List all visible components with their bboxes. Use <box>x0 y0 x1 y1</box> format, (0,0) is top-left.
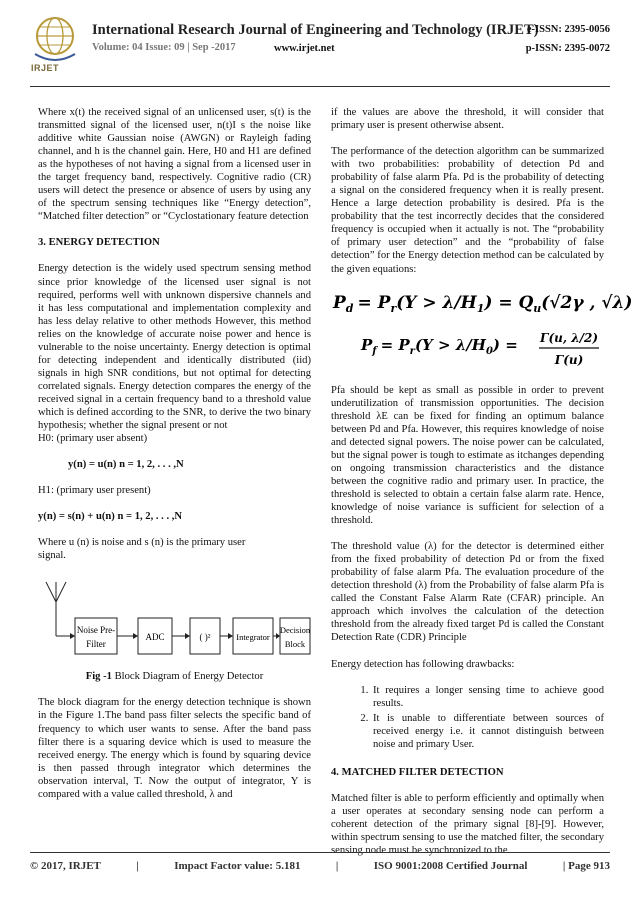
footer-separator: | <box>335 860 339 872</box>
volume-info: Volume: 04 Issue: 09 | Sep -2017 <box>92 42 236 53</box>
block-label: ADC <box>145 632 165 643</box>
section-heading-3: 3. ENERGY DETECTION <box>38 237 160 249</box>
antenna-icon <box>46 582 66 636</box>
right-para-5: Energy detection has following drawbacks: <box>331 658 515 670</box>
page-number-text: Page 913 <box>568 860 610 872</box>
left-para-2: Energy detection is the widely used spectrum sensing method since prior knowledge of the licensed user signal is not required, performs well with unknown dispersive channels and it has less computational and implementation complexity and has less delay relative to other methods However, this method relies on the knowledge of accurate noise power and hence is vulnerable to the noise uncertainty. Energy detection is optimal for detecting independent and identically distributed (iid) signals in high SNR conditions, but not optimal for detecting correlated signals. Energy detection compares the energy of the received signal in a certain frequency band to a threshold value which is defined according to the SNR, to derive the two binary hypothesis; whether the signal present or not <box>38 263 311 432</box>
equation-2: y(n) = s(n) + u(n) n = 1, 2, . . . ,N <box>38 511 183 523</box>
pd-equation: $P_d = P_r(Y > \lambda/H_1) = Q_u(√2\gamma$ , √λ) <box>333 292 633 315</box>
right-para-4: The threshold value (λ) for the detector is determined either from the fixed probability of detection Pd or from the fixed probability of false alarm Pfa. The evaluation procedure of the detection threshold (λ) from the Probability of false alarm Pfa is called the Constant False Alarm Rate (CFAR) principle. An approach which involves the calculation of the detection threshold from the already fixed target Pd is called the Constant Detection Rate (CDR) Principle <box>331 541 604 644</box>
impact-factor: Impact Factor value: 5.181 <box>174 860 301 872</box>
page-number <box>563 860 610 872</box>
block-label: Decision <box>279 625 311 636</box>
drawbacks-list <box>331 684 604 751</box>
figure-caption-text: Block Diagram of Energy Detector <box>114 671 264 683</box>
block-label: Integrator <box>236 632 270 643</box>
right-para-3: Pfa should be kept as small as possible in order to prevent underutilization of transmission opportunities. The decision threshold λE can be fixed for finding an optimum balance between Pd and Pfa. However, this requires knowledge of noise and detected signal powers. The noise power can be calculated, but the signal power is tough to estimate as itchanges depending on ongoing transmission characteristics and the distance between the cognitive radio and primary user. In practice, the threshold is selected to obtain a certain false alarm rate. Hence, knowledge of noise variance is sufficient for selection of a threshold. <box>331 384 604 527</box>
right-column <box>331 106 633 857</box>
page-footer <box>30 860 610 872</box>
block-label: Noise Pre- <box>76 625 116 636</box>
footer-rule <box>30 852 610 853</box>
section-heading-4: 4. MATCHED FILTER DETECTION <box>331 766 504 778</box>
pf-equation: $P_f = P_r(Y > \lambda/H_0)$ = <box>361 335 518 357</box>
pissn: p-ISSN: 2395-0072 <box>525 43 610 54</box>
list-item: 2. It is unable to differentiate between sources of received energy i.e. it cannot distinguish between noise and primary User. <box>371 712 604 751</box>
header-rule <box>30 86 610 87</box>
equation-1: y(n) = u(n) n = 1, 2, . . . ,N <box>68 459 184 471</box>
left-para-1: Where x(t) the received signal of an unlicensed user, s(t) is the transmitted signal of the licensed user, n(t)I s the noise like additive white Gaussian noise (AWGN) or Rayleigh fading channel, and h is the channel gain. Here, H0 and H1 are defined as the hypotheses of not having a signal from a licensed user in the target frequency band, respectively. Cognitive radio (CR) users will detect the presence or absence of users by using any of the spectrum sensing techniques like “Energy detection”, “Matched filter detection” or “Cyclostationary feature detection <box>38 107 311 223</box>
right-para-1: if the values are above the threshold, it will consider that primary user is present otherwise absent. <box>331 107 604 132</box>
eissn: e-ISSN: 2395-0056 <box>526 24 610 35</box>
block-label: ( )² <box>199 632 211 643</box>
right-para-2: The performance of the detection algorithm can be summarized with two probabilities: probability of detection Pd and probability of false alarm Pfa. Pd is the probability of detecting a signal on the considered frequency when it is really present. Hence a large detection probability is desired. Pfa is the probability that the test incorrectly decides that the considered frequency is occupied when it actually is not. The “probability of primary user detection” and the “probability of false detection” for the Energy detection method can be calculated by the given equations: <box>331 146 604 275</box>
hypothesis-h0: H0: (primary user absent) <box>38 433 148 445</box>
page-header <box>0 0 638 92</box>
footer-separator: | <box>562 860 566 872</box>
block-label: Filter <box>86 639 106 650</box>
block-label: Block <box>284 639 306 650</box>
website-link[interactable]: www.irjet.net <box>274 43 335 54</box>
left-para-4: The block diagram for the energy detection technique is shown in the Figure 1.The band pass filter selects the specific band of frequency to which user wants to sense. After the band pass filter there is a squaring device which is used to measure the received energy. The energy which is found by squaring device is then passed through integrator which determines the observation interval, T. Now the output of integrator, Y is compared with a value called threshold, λ and <box>38 697 311 800</box>
hypothesis-h1: H1: (primary user present) <box>38 485 151 497</box>
right-para-6: Matched filter is able to perform efficiently and optimally when a user operates at secondary sensing node can perform a coherent detection of the primary signal [8]-[9]. However, within spectrum sensing to use the matched filter, the secondary sensing node must be synchronized to the <box>331 792 604 857</box>
iso-certification: ISO 9001:2008 Certified Journal <box>373 860 528 872</box>
block-diagram <box>38 580 311 670</box>
left-column <box>38 106 311 801</box>
copyright: © 2017, IRJET <box>30 860 101 872</box>
list-item: 1. It requires a longer sensing time to achieve good results. <box>371 684 604 710</box>
footer-separator: | <box>136 860 139 872</box>
logo-text: IRJET <box>31 63 60 73</box>
journal-title: International Research Journal of Engineering and Technology (IRJET) <box>92 22 539 38</box>
left-para-3: Where u (n) is noise and s (n) is the primary user signal. <box>38 537 246 562</box>
figure-label: Fig -1 <box>85 671 112 683</box>
pf-denominator: Γ(u) <box>554 352 584 367</box>
detection-equations <box>331 282 633 372</box>
pf-numerator: Γ(u, λ/2) <box>539 330 599 345</box>
figure-caption <box>38 670 311 683</box>
